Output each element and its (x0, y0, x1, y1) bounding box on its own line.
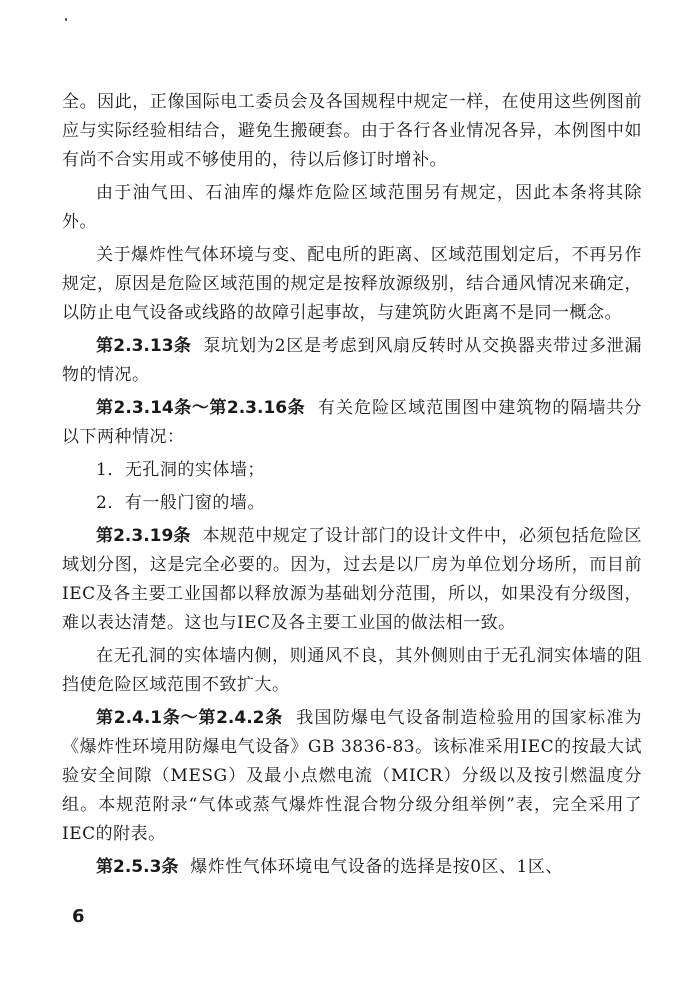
clause-paragraph (62, 394, 642, 452)
list-item (62, 456, 642, 485)
paragraph-text: 在无孔洞的实体墙内侧，则通风不良，其外侧则由于无孔洞实体墙的阻挡使危险区域范围不致扩大。 (62, 646, 642, 695)
scan-speck (65, 18, 67, 21)
clause-label: 第2.5.3条 (96, 857, 179, 877)
paragraph-text: 我国防爆电气设备制造检验用的国家标准为《爆炸性环境用防爆电气设备》GB 3836-83。该标准采用IEC的按最大试验安全间隙（MESG）及最小点燃电流（MICR）分级以及按引燃温度分组。本规范附录“气体或蒸气爆炸性混合物分级分组举例”表，完全采用了IEC的附表。 (62, 708, 642, 844)
paragraph-text: 泵坑划为2区是考虑到风扇反转时从交换器夹带过多泄漏物的情况。 (62, 336, 642, 385)
clause-label: 第2.4.1条～第2.4.2条 (96, 708, 283, 728)
paragraph-text: 关于爆炸性气体环境与变、配电所的距离、区域范围划定后，不再另作规定，原因是危险区域范围的规定是按释放源级别，结合通风情况来确定，以防止电气设备或线路的故障引起事故，与建筑防火距离不是同一概念。 (62, 245, 642, 323)
paragraph-text: 有关危险区域范围图中建筑物的隔墙共分以下两种情况： (62, 398, 643, 447)
paragraph-text: 本规范中规定了设计部门的设计文件中，必须包括危险区域划分图，这是完全必要的。因为，过去是以厂房为单位划分场所，而目前IEC及各主要工业国都以释放源为基础划分范围，所以，如果没有分级图，难以表达清楚。这也与IEC及各主要工业国的做法相一致。 (62, 526, 642, 633)
paragraph (62, 642, 642, 700)
paragraph-text: 由于油气田、石油库的爆炸危险区域范围另有规定，因此本条将其除外。 (62, 183, 642, 232)
paragraph-text: 全。因此，正像国际电工委员会及各国规程中规定一样，在使用这些例图前应与实际经验相结合，避免生搬硬套。由于各行各业情况各异，本例图中如有尚不合实用或不够使用的，待以后修订时增补。 (62, 92, 642, 170)
paragraph-text: 爆炸性气体环境电气设备的选择是按0区、1区、 (190, 857, 563, 877)
list-item (62, 489, 642, 518)
clause-paragraph (62, 522, 642, 638)
clause-label: 第2.3.14条～第2.3.16条 (96, 398, 306, 418)
paragraph-continuation (62, 88, 642, 175)
clause-label: 第2.3.13条 (96, 336, 192, 356)
clause-paragraph (62, 704, 642, 849)
body-text (62, 88, 642, 882)
list-item-text: 1．无孔洞的实体墙； (96, 460, 265, 480)
page-number: 6 (72, 906, 85, 927)
paragraph (62, 179, 642, 237)
clause-label: 第2.3.19条 (96, 526, 191, 546)
paragraph (62, 241, 642, 328)
clause-paragraph (62, 332, 642, 390)
list-item-text: 2．有一般门窗的墙。 (96, 493, 265, 513)
clause-paragraph (62, 853, 642, 882)
